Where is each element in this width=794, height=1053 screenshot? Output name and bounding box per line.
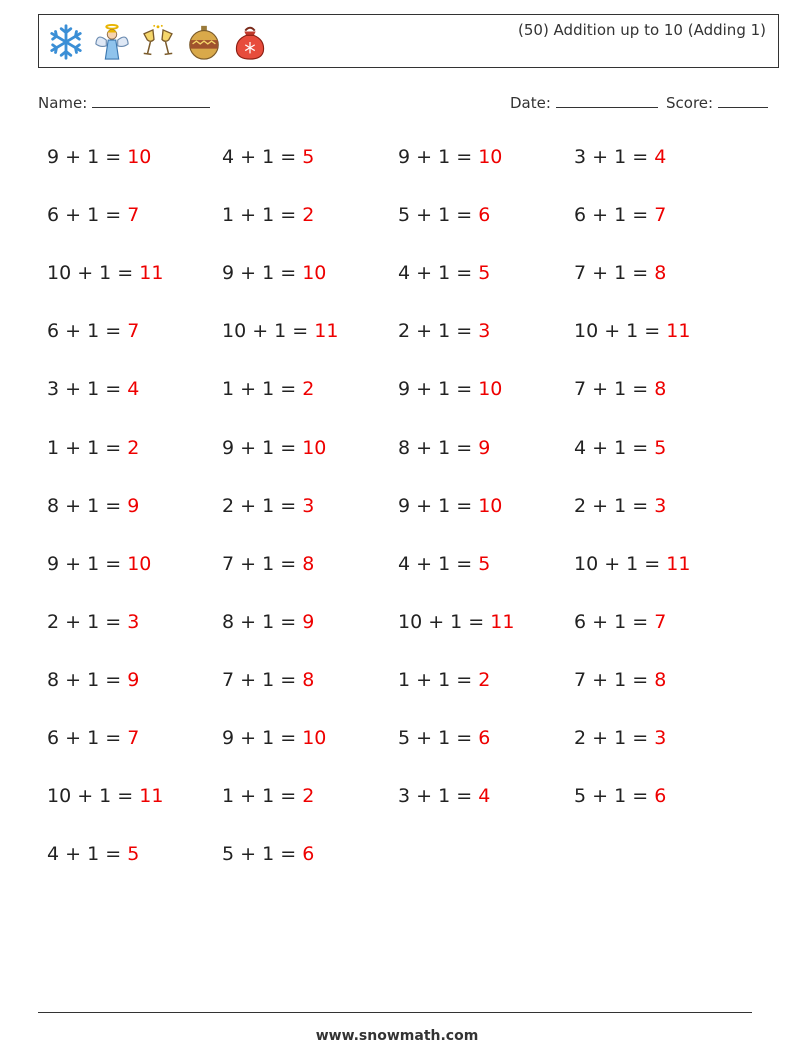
- problem-question: 5 + 1 =: [398, 727, 479, 749]
- problem-question: 8 + 1 =: [47, 495, 128, 517]
- problem-answer: 9: [127, 669, 140, 691]
- problem-question: 10 + 1 =: [574, 320, 667, 342]
- problem-question: 7 + 1 =: [574, 262, 655, 284]
- problem-item: [222, 553, 314, 575]
- problem-item: [47, 320, 139, 342]
- problem-question: 10 + 1 =: [574, 553, 667, 575]
- problem-answer: 10: [302, 262, 327, 284]
- problem-answer: 9: [127, 495, 140, 517]
- problem-item: [47, 262, 163, 284]
- problem-item: [222, 204, 314, 226]
- problem-item: [398, 320, 490, 342]
- problem-item: [47, 204, 139, 226]
- problem-question: 4 + 1 =: [574, 437, 655, 459]
- problem-question: 1 + 1 =: [47, 437, 128, 459]
- problem-answer: 2: [302, 378, 315, 400]
- problem-item: [398, 785, 490, 807]
- problem-answer: 7: [127, 727, 140, 749]
- problem-item: [47, 553, 151, 575]
- problem-item: [222, 727, 326, 749]
- problem-item: [47, 437, 139, 459]
- problem-answer: 9: [302, 611, 315, 633]
- problem-item: [574, 146, 666, 168]
- problem-item: [574, 553, 690, 575]
- problem-item: [47, 495, 139, 517]
- problem-answer: 3: [478, 320, 491, 342]
- problem-item: [574, 611, 666, 633]
- problem-answer: 10: [302, 727, 327, 749]
- problem-question: 10 + 1 =: [398, 611, 491, 633]
- problem-item: [222, 262, 326, 284]
- problem-item: [398, 669, 490, 691]
- problem-answer: 7: [654, 611, 667, 633]
- footer-divider: [38, 1012, 752, 1013]
- problem-question: 1 + 1 =: [222, 204, 303, 226]
- problem-item: [398, 495, 502, 517]
- problem-question: 10 + 1 =: [47, 262, 140, 284]
- problem-answer: 3: [654, 495, 667, 517]
- problem-item: [47, 146, 151, 168]
- problem-question: 6 + 1 =: [47, 320, 128, 342]
- problem-question: 5 + 1 =: [574, 785, 655, 807]
- problem-question: 8 + 1 =: [398, 437, 479, 459]
- worksheet-title: (50) Addition up to 10 (Adding 1): [518, 21, 766, 39]
- problem-question: 9 + 1 =: [47, 553, 128, 575]
- problem-item: [574, 785, 666, 807]
- problem-question: 2 + 1 =: [398, 320, 479, 342]
- problem-answer: 8: [302, 553, 315, 575]
- problem-answer: 10: [478, 146, 503, 168]
- problem-item: [222, 378, 314, 400]
- problem-answer: 11: [314, 320, 339, 342]
- ornament-ball-icon: [185, 23, 223, 61]
- problem-item: [47, 669, 139, 691]
- problem-answer: 2: [302, 204, 315, 226]
- problem-answer: 6: [478, 727, 491, 749]
- problem-question: 1 + 1 =: [222, 785, 303, 807]
- problem-answer: 11: [666, 320, 691, 342]
- problem-answer: 7: [127, 320, 140, 342]
- problem-question: 4 + 1 =: [398, 553, 479, 575]
- problem-question: 6 + 1 =: [47, 204, 128, 226]
- problem-answer: 7: [127, 204, 140, 226]
- problem-question: 9 + 1 =: [222, 262, 303, 284]
- problem-item: [398, 727, 490, 749]
- problem-question: 6 + 1 =: [47, 727, 128, 749]
- problem-answer: 6: [478, 204, 491, 226]
- problem-item: [574, 204, 666, 226]
- problem-answer: 4: [478, 785, 491, 807]
- problem-question: 10 + 1 =: [222, 320, 315, 342]
- problem-item: [398, 378, 502, 400]
- problem-question: 7 + 1 =: [574, 378, 655, 400]
- problem-item: [47, 378, 139, 400]
- problem-answer: 10: [478, 378, 503, 400]
- problem-question: 6 + 1 =: [574, 204, 655, 226]
- header-icons: [47, 23, 269, 61]
- date-field[interactable]: [510, 94, 658, 112]
- problem-answer: 7: [654, 204, 667, 226]
- score-line[interactable]: [718, 94, 768, 108]
- problem-question: 2 + 1 =: [574, 727, 655, 749]
- problem-answer: 11: [139, 262, 164, 284]
- problem-item: [398, 553, 490, 575]
- problem-item: [398, 146, 502, 168]
- problem-answer: 8: [654, 669, 667, 691]
- problem-question: 3 + 1 =: [398, 785, 479, 807]
- date-label: Date:: [510, 94, 551, 112]
- problem-answer: 2: [302, 785, 315, 807]
- problem-answer: 10: [127, 553, 152, 575]
- problem-item: [47, 843, 139, 865]
- champagne-glasses-icon: [139, 23, 177, 61]
- problem-answer: 10: [478, 495, 503, 517]
- problem-item: [222, 669, 314, 691]
- problem-answer: 5: [654, 437, 667, 459]
- problem-item: [398, 437, 490, 459]
- problem-question: 1 + 1 =: [398, 669, 479, 691]
- problem-answer: 10: [302, 437, 327, 459]
- problem-answer: 6: [654, 785, 667, 807]
- problem-question: 9 + 1 =: [398, 378, 479, 400]
- problem-item: [574, 437, 666, 459]
- problem-answer: 11: [139, 785, 164, 807]
- gift-bag-icon: [231, 23, 269, 61]
- problem-answer: 3: [302, 495, 315, 517]
- problem-item: [47, 727, 139, 749]
- problem-answer: 5: [478, 262, 491, 284]
- problem-item: [222, 320, 338, 342]
- problem-question: 9 + 1 =: [398, 495, 479, 517]
- problem-answer: 5: [302, 146, 315, 168]
- problem-question: 7 + 1 =: [574, 669, 655, 691]
- problem-question: 4 + 1 =: [398, 262, 479, 284]
- problem-answer: 2: [478, 669, 491, 691]
- problem-question: 2 + 1 =: [47, 611, 128, 633]
- problem-item: [574, 262, 666, 284]
- problem-answer: 4: [654, 146, 667, 168]
- problem-answer: 9: [478, 437, 491, 459]
- problem-question: 2 + 1 =: [222, 495, 303, 517]
- problem-question: 9 + 1 =: [222, 727, 303, 749]
- problem-question: 6 + 1 =: [574, 611, 655, 633]
- problem-question: 4 + 1 =: [47, 843, 128, 865]
- problem-answer: 5: [478, 553, 491, 575]
- problem-answer: 11: [666, 553, 691, 575]
- problem-question: 7 + 1 =: [222, 669, 303, 691]
- problem-item: [47, 611, 139, 633]
- problem-question: 5 + 1 =: [398, 204, 479, 226]
- problem-question: 9 + 1 =: [398, 146, 479, 168]
- problem-question: 8 + 1 =: [222, 611, 303, 633]
- date-line[interactable]: [556, 94, 658, 108]
- problem-item: [574, 378, 666, 400]
- problem-answer: 10: [127, 146, 152, 168]
- angel-icon: [93, 23, 131, 61]
- problem-question: 7 + 1 =: [222, 553, 303, 575]
- problem-answer: 8: [654, 262, 667, 284]
- name-line[interactable]: [92, 94, 210, 108]
- problem-item: [222, 843, 314, 865]
- problem-answer: 5: [127, 843, 140, 865]
- problem-item: [222, 611, 314, 633]
- problem-item: [398, 204, 490, 226]
- problem-item: [222, 785, 314, 807]
- problem-answer: 2: [127, 437, 140, 459]
- worksheet-header: [38, 14, 779, 68]
- problem-answer: 3: [654, 727, 667, 749]
- problem-question: 3 + 1 =: [47, 378, 128, 400]
- problem-item: [222, 495, 314, 517]
- problem-question: 1 + 1 =: [222, 378, 303, 400]
- problem-question: 2 + 1 =: [574, 495, 655, 517]
- problem-question: 5 + 1 =: [222, 843, 303, 865]
- problem-item: [574, 669, 666, 691]
- score-label: Score:: [666, 94, 714, 112]
- problem-answer: 8: [654, 378, 667, 400]
- problem-item: [47, 785, 163, 807]
- problem-item: [398, 611, 514, 633]
- problem-item: [574, 495, 666, 517]
- score-field[interactable]: [666, 94, 768, 112]
- problem-item: [222, 437, 326, 459]
- problem-question: 10 + 1 =: [47, 785, 140, 807]
- problem-answer: 8: [302, 669, 315, 691]
- problem-question: 9 + 1 =: [222, 437, 303, 459]
- snowflake-icon: [47, 23, 85, 61]
- name-label: Name:: [38, 94, 88, 112]
- problem-question: 8 + 1 =: [47, 669, 128, 691]
- problem-item: [222, 146, 314, 168]
- problem-answer: 11: [490, 611, 515, 633]
- name-field[interactable]: [38, 94, 210, 112]
- problem-answer: 3: [127, 611, 140, 633]
- problem-item: [574, 727, 666, 749]
- problem-question: 4 + 1 =: [222, 146, 303, 168]
- problem-item: [574, 320, 690, 342]
- problem-question: 3 + 1 =: [574, 146, 655, 168]
- problem-item: [398, 262, 490, 284]
- problem-answer: 4: [127, 378, 140, 400]
- footer-url: www.snowmath.com: [315, 1028, 479, 1044]
- problem-question: 9 + 1 =: [47, 146, 128, 168]
- problem-answer: 6: [302, 843, 315, 865]
